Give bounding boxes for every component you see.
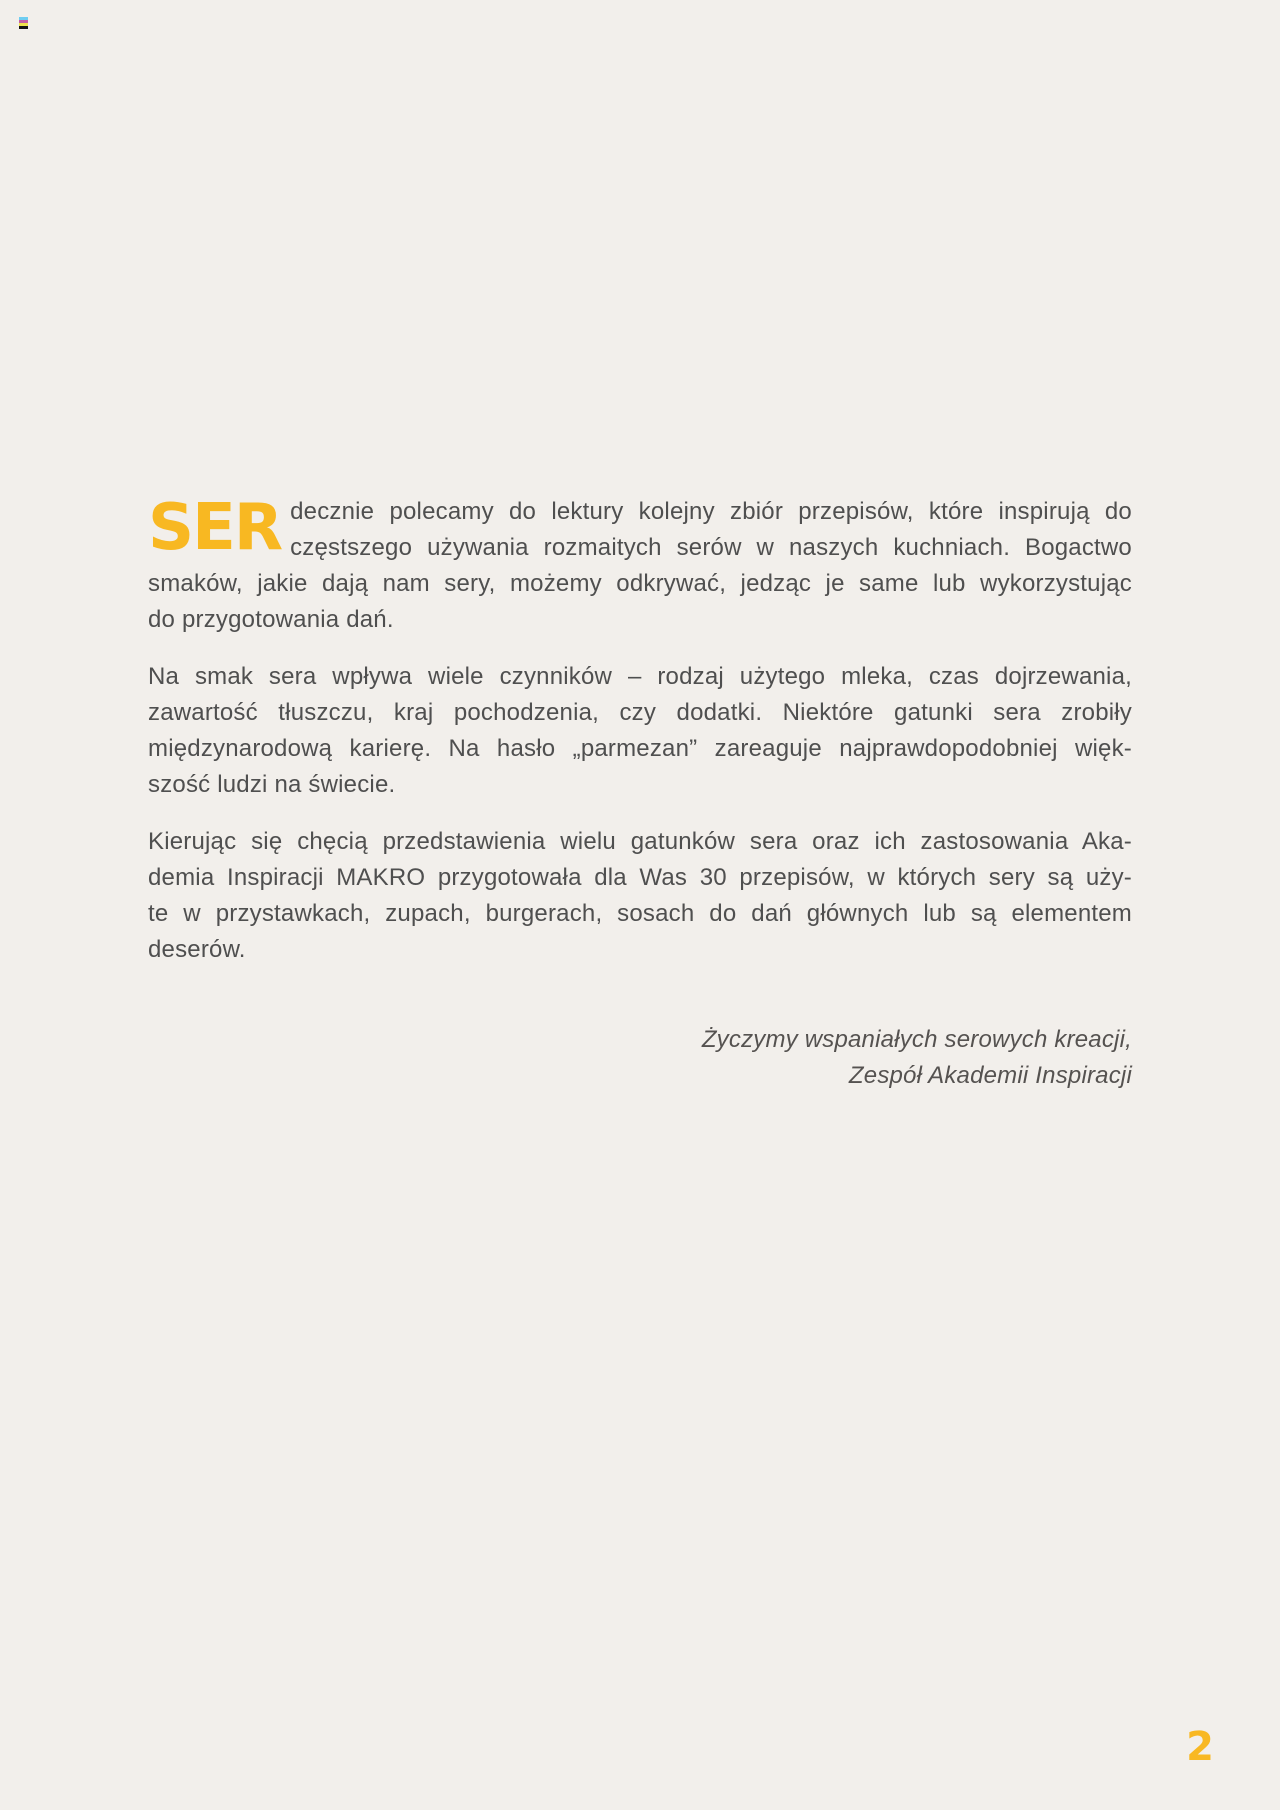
page-number: 2 — [1186, 1724, 1214, 1770]
text-line: decznie polecamy do lektury kolejny zbiór przepisów, które inspirują do — [290, 498, 1132, 525]
text-line: smaków, jakie dają nam sery, możemy odkrywać, jedząc je same lub wykorzystując — [148, 570, 1132, 597]
text-line: Na smak sera wpływa wiele czynników – rodzaj użytego mleka, czas dojrzewania, — [148, 663, 1132, 690]
signoff-wish-line: Życzymy wspaniałych serowych kreacji, — [701, 1026, 1132, 1053]
text-line: zawartość tłuszczu, kraj pochodzenia, czy dodatki. Niektóre gatunki sera zrobiły — [148, 699, 1132, 726]
black-stripe — [19, 26, 28, 29]
text-line: do przygotowania dań. — [148, 606, 394, 633]
text-line: międzynarodową karierę. Na hasło „parmezan” zareaguje najprawdopodobniej więk- — [148, 735, 1132, 762]
text-line: deserów. — [148, 936, 246, 963]
text-line: częstszego używania rozmaitych serów w naszych kuchniach. Bogactwo — [290, 534, 1132, 561]
text-line: demia Inspiracji MAKRO przygotowała dla Was 30 przepisów, w których sery są uży- — [148, 864, 1132, 891]
drop-word-ser: SER — [148, 491, 282, 565]
signoff — [148, 1022, 1132, 1094]
intro-paragraph — [148, 491, 1132, 638]
cmyk-print-bar-icon — [19, 17, 28, 29]
signoff-team-line: Zespół Akademii Inspiracji — [848, 1062, 1132, 1089]
text-line: te w przystawkach, zupach, burgerach, sosach do dań głównych lub są elementem — [148, 900, 1132, 927]
article-body — [148, 491, 1132, 1094]
flavor-paragraph — [148, 659, 1132, 803]
recipes-paragraph — [148, 824, 1132, 968]
text-line: szość ludzi na świecie. — [148, 771, 396, 798]
text-line: Kierując się chęcią przedstawienia wielu gatunków sera oraz ich zastosowania Aka- — [148, 828, 1132, 855]
